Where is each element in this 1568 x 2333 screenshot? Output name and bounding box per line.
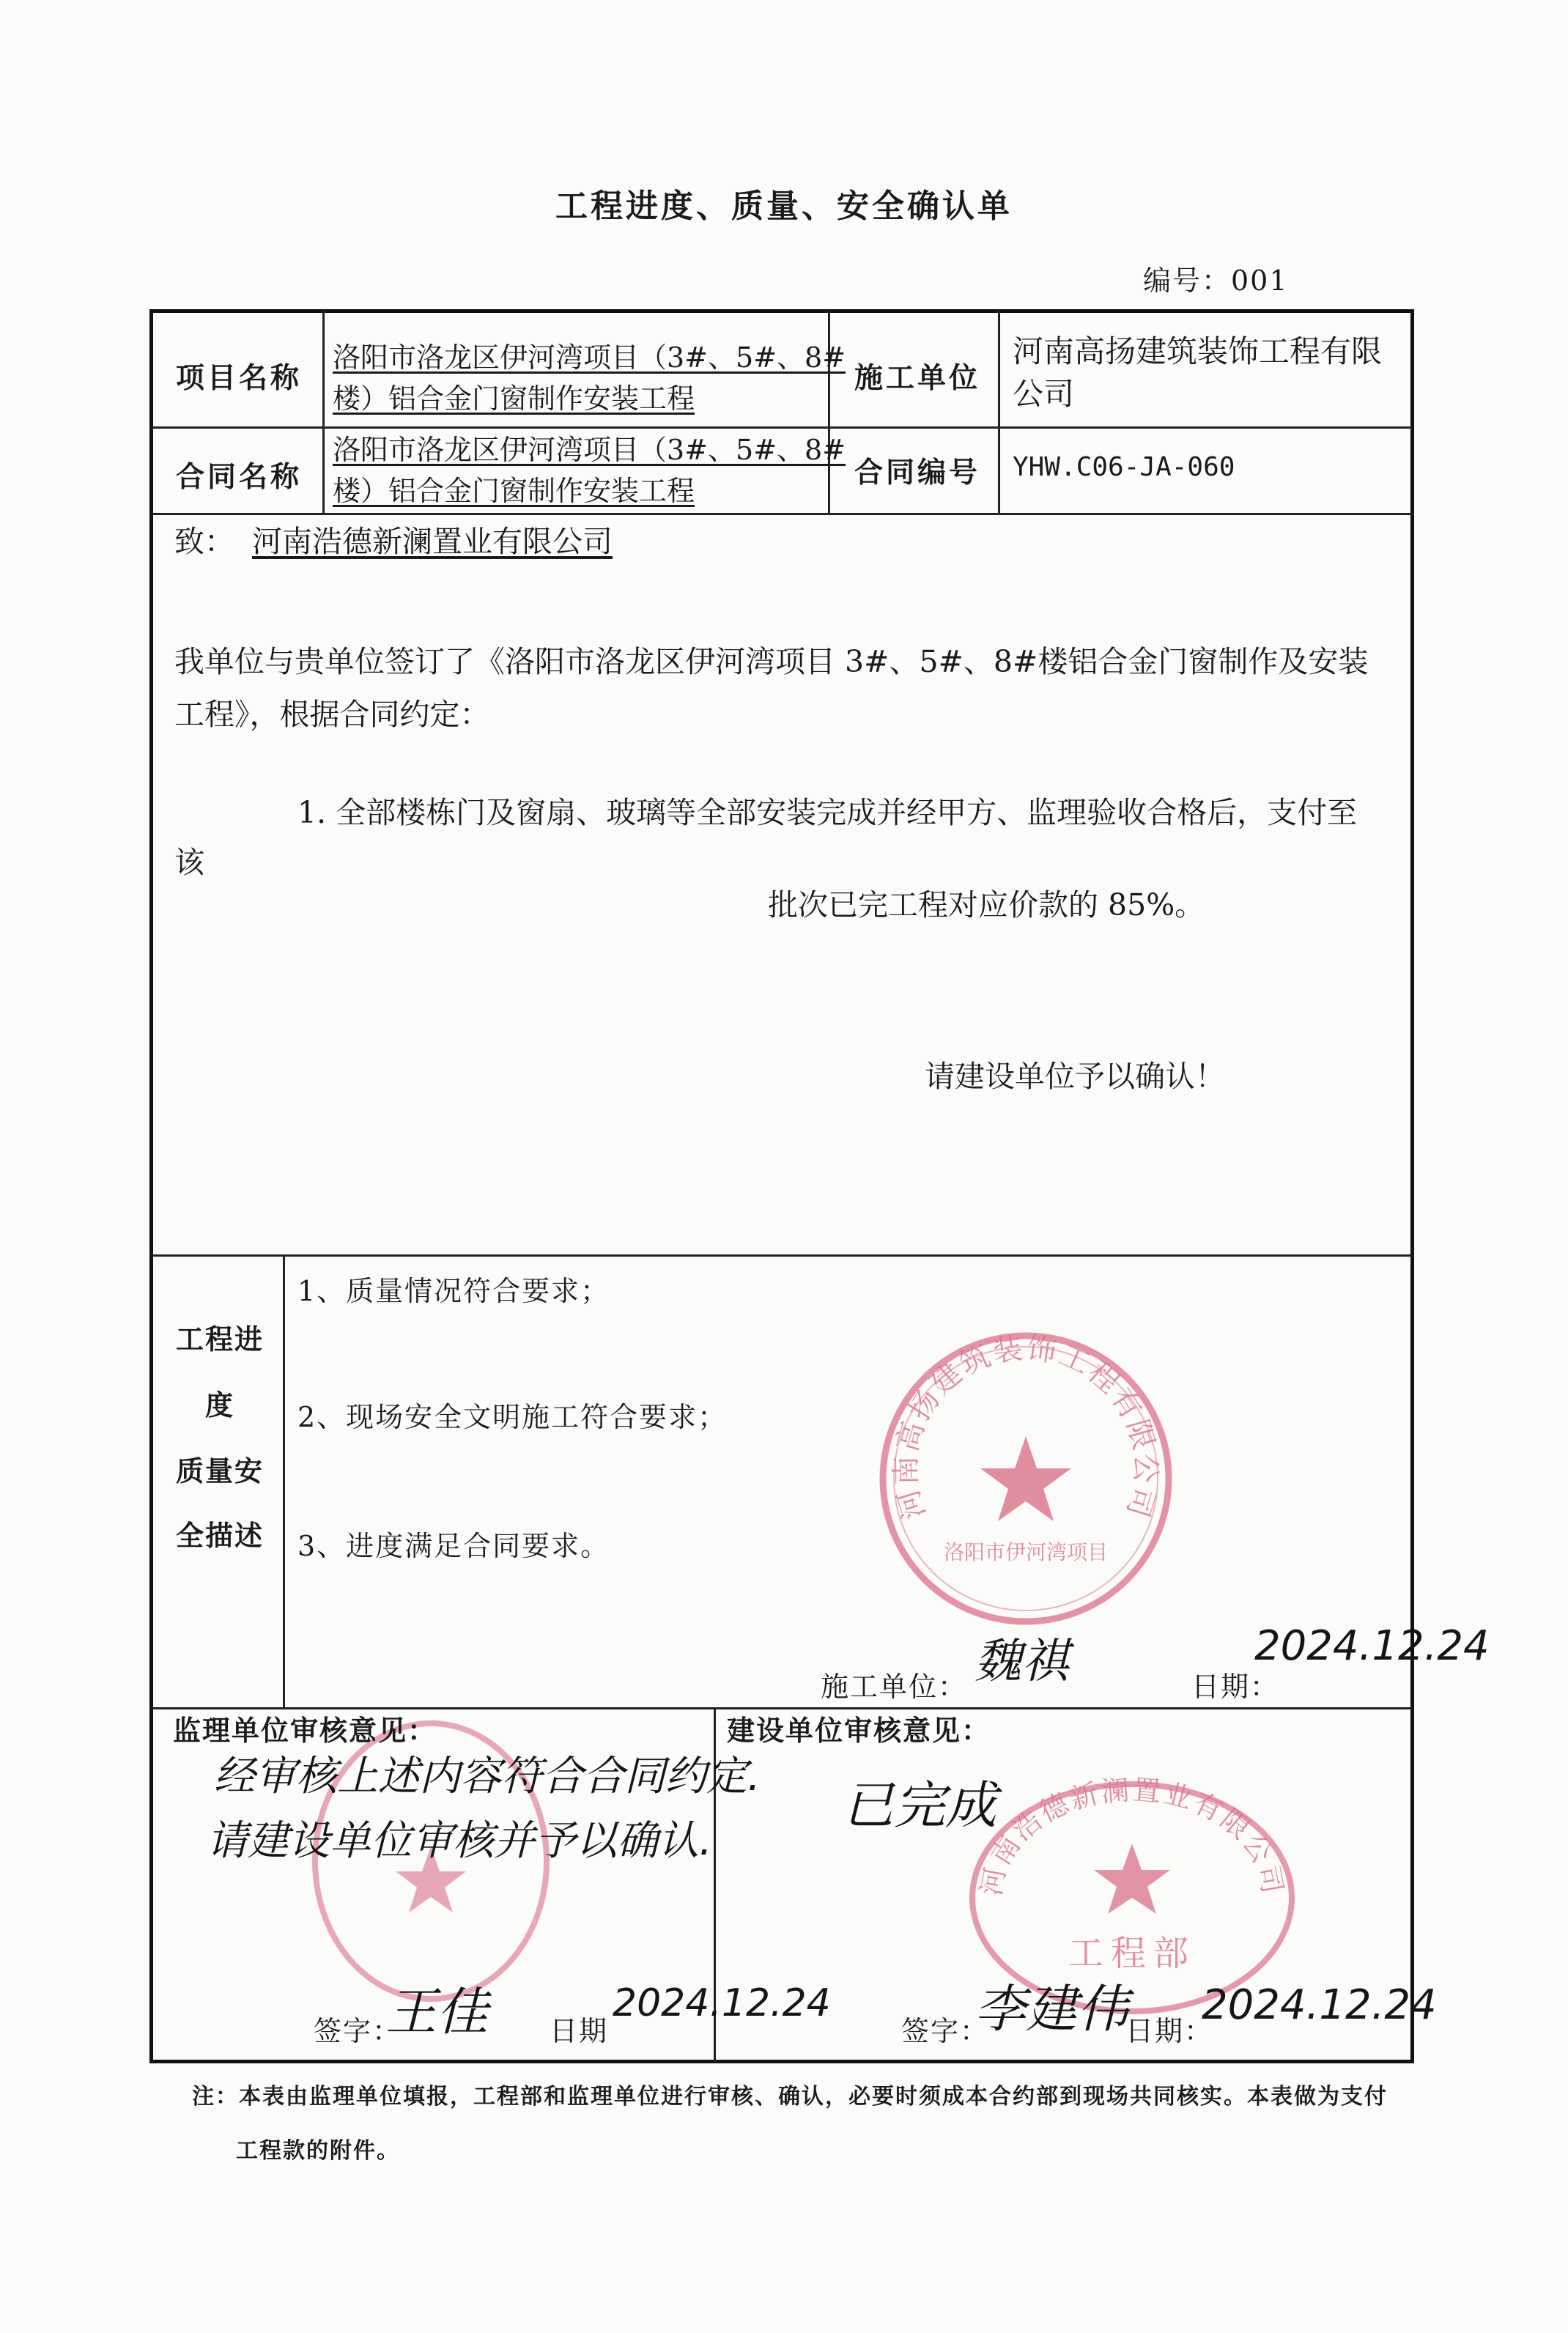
supervision-opinion-line1: 经审核上述内容符合合同约定. [214,1753,761,1800]
supervision-sign-label: 签字： [314,2015,402,2047]
description-label-1: 工程进 [176,1323,265,1356]
description-item-3: 3、进度满足合同要求。 [297,1530,610,1562]
body-line2: 工程》，根据合同约定： [174,697,490,732]
svg-text:河南高扬建筑装饰工程有限公司: 河南高扬建筑装饰工程有限公司 [889,1331,1163,1523]
contractor-seal-stamp [872,1325,1180,1633]
supervision-signature: 王佳 [385,1982,488,2042]
description-label-3: 质量安 [176,1454,265,1487]
project-name-line2: 楼）铝合金门窗制作安装工程 [333,382,695,415]
contract-number-label: 合同编号 [854,456,981,489]
contractor-sign-label: 施工单位： [821,1671,968,1703]
owner-signature: 李建伟 [975,1979,1128,2039]
contractor-line2: 公司 [1013,376,1075,412]
contract-name-line2: 楼）铝合金门窗制作安装工程 [333,475,695,507]
description-label-2: 度 [205,1389,235,1421]
footer-note-line1: 注：本表由监理单位填报，工程部和监理单位进行审核、确认，必要时须成本合约部到现场共同核实。本表做为支付 [192,2084,1388,2110]
owner-title: 建设单位审核意见： [727,1714,991,1747]
row-divider [151,1254,1413,1257]
description-item-1: 1、质量情况符合要求； [297,1275,610,1307]
confirmation-request: 请建设单位予以确认！ [925,1059,1225,1094]
clause-1-line3: 批次已完工程对应价款的 85%。 [768,887,1205,923]
owner-date-label: 日期： [1125,2015,1214,2047]
supervision-date-label: 日期 [550,2015,609,2047]
document-number: 编号：001 [1143,265,1289,297]
column-divider [283,1254,285,1707]
recipient-prefix: 致： [174,524,234,559]
owner-date: 2024.12.24 [1202,1981,1437,2029]
contract-name-line1: 洛阳市洛龙区伊河湾项目（3#、5#、8# [333,434,846,466]
contract-number-value: YHW.C06-JA-060 [1013,452,1235,482]
owner-opinion: 已完成 [843,1775,996,1835]
clause-1-line1: 1. 全部楼栋门及窗扇、玻璃等全部安装完成并经甲方、监理验收合格后，支付至 [297,795,1358,830]
contractor-date-label: 日期： [1191,1671,1280,1703]
svg-text:河南浩德新澜置业有限公司: 河南浩德新澜置业有限公司 [975,1773,1290,1898]
supervision-title: 监理单位审核意见： [173,1714,437,1747]
svg-text:工程部: 工程部 [1068,1933,1197,1974]
supervision-date: 2024.12.24 [613,1981,831,2025]
svg-text:洛阳市伊河湾项目: 洛阳市伊河湾项目 [943,1540,1109,1564]
description-label-4: 全描述 [176,1519,265,1552]
recipient-name: 河南浩德新澜置业有限公司 [252,524,613,559]
supervision-opinion-line2: 请建设单位审核并予以确认. [207,1817,712,1865]
footer-note-line2: 工程款的附件。 [236,2138,400,2164]
contractor-line1: 河南高扬建筑装饰工程有限 [1013,333,1383,369]
project-name-label: 项目名称 [176,361,303,395]
body-line1: 我单位与贵单位签订了《洛阳市洛龙区伊河湾项目 3#、5#、8#楼铝合金门窗制作及安装 [174,644,1369,679]
clause-1-line2: 该 [174,845,204,880]
owner-sign-label: 签字： [901,2015,990,2047]
contract-name-label: 合同名称 [176,460,303,494]
column-divider [322,311,325,513]
column-divider [998,311,1000,513]
description-item-2: 2、现场安全文明施工符合要求； [297,1401,728,1433]
contractor-label: 施工单位 [854,361,981,395]
contractor-signature: 魏祺 [975,1635,1068,1689]
document-title: 工程进度、质量、安全确认单 [555,188,1013,225]
project-name-line1: 洛阳市洛龙区伊河湾项目（3#、5#、8# [333,341,846,374]
contractor-date: 2024.12.24 [1254,1622,1490,1670]
